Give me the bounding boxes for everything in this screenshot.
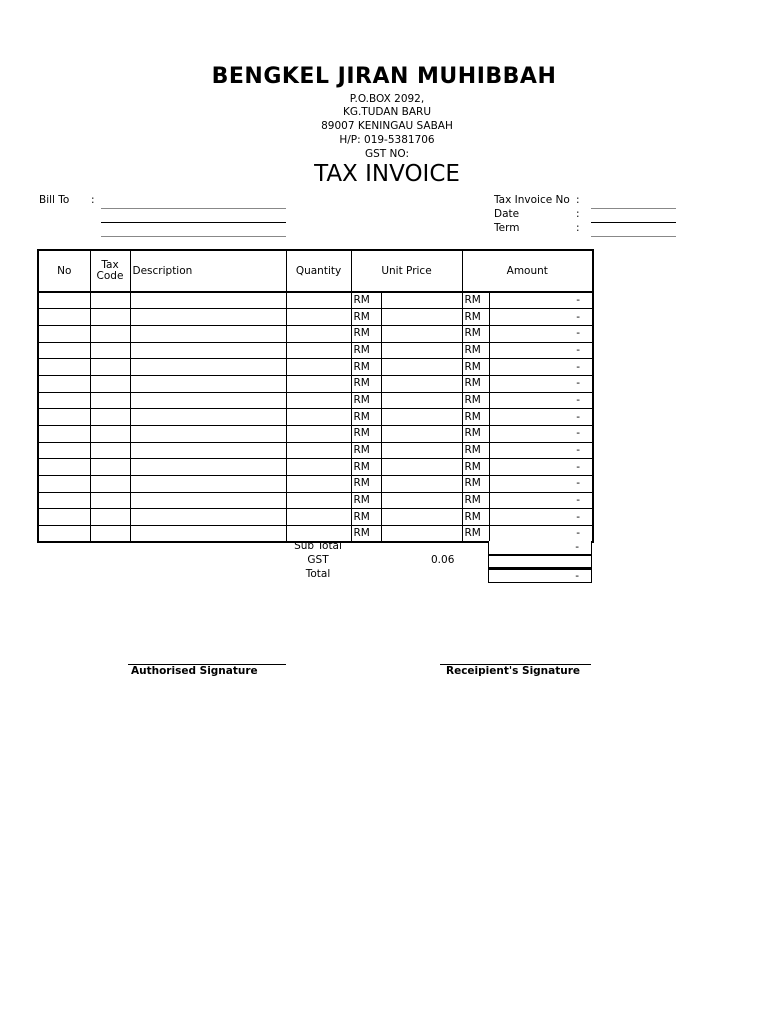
cell-unit-price-currency: RM <box>351 442 381 459</box>
table-row <box>38 476 593 493</box>
bill-to-line-2[interactable] <box>101 222 286 223</box>
col-quantity-header: Quantity <box>286 250 351 292</box>
cell-description[interactable] <box>130 359 286 376</box>
cell-description[interactable] <box>130 375 286 392</box>
cell-tax-code[interactable] <box>90 509 130 526</box>
cell-tax-code[interactable] <box>90 476 130 493</box>
cell-description[interactable] <box>130 442 286 459</box>
date-field[interactable] <box>591 222 676 223</box>
term-field[interactable] <box>591 236 676 237</box>
cell-unit-price-currency: RM <box>351 426 381 443</box>
cell-tax-code[interactable] <box>90 392 130 409</box>
gst-rate: 0.06 <box>431 554 455 566</box>
invoice-no-field[interactable] <box>591 208 676 209</box>
phone-line: H/P: 019-5381706 <box>339 134 435 146</box>
table-row <box>38 442 593 459</box>
cell-no[interactable] <box>38 359 90 376</box>
cell-amount-currency: RM <box>462 392 489 409</box>
cell-tax-code[interactable] <box>90 459 130 476</box>
bill-to-line-3[interactable] <box>101 236 286 237</box>
cell-unit-price-currency: RM <box>351 375 381 392</box>
cell-no[interactable] <box>38 409 90 426</box>
cell-amount: - <box>489 342 593 359</box>
cell-no[interactable] <box>38 309 90 326</box>
invoice-no-label: Tax Invoice No <box>494 194 570 206</box>
cell-amount: - <box>489 509 593 526</box>
cell-unit-price-currency: RM <box>351 392 381 409</box>
cell-quantity[interactable] <box>286 509 351 526</box>
cell-quantity[interactable] <box>286 492 351 509</box>
table-row <box>38 509 593 526</box>
cell-unit-price-currency: RM <box>351 492 381 509</box>
cell-unit-price[interactable] <box>381 325 462 342</box>
cell-amount: - <box>489 292 593 309</box>
cell-tax-code[interactable] <box>90 442 130 459</box>
cell-amount: - <box>489 375 593 392</box>
cell-quantity[interactable] <box>286 459 351 476</box>
cell-unit-price-currency: RM <box>351 476 381 493</box>
cell-quantity[interactable] <box>286 409 351 426</box>
cell-unit-price[interactable] <box>381 409 462 426</box>
cell-quantity[interactable] <box>286 325 351 342</box>
bill-to-label: Bill To <box>39 194 70 206</box>
cell-unit-price-currency: RM <box>351 359 381 376</box>
cell-no[interactable] <box>38 426 90 443</box>
cell-amount-currency: RM <box>462 459 489 476</box>
cell-description[interactable] <box>130 509 286 526</box>
address-line-3: 89007 KENINGAU SABAH <box>321 120 453 132</box>
col-unit-price-header: Unit Price <box>351 250 462 292</box>
cell-amount: - <box>489 476 593 493</box>
cell-amount-currency: RM <box>462 409 489 426</box>
bill-to-line-1[interactable] <box>101 208 286 209</box>
cell-amount: - <box>489 442 593 459</box>
cell-description[interactable] <box>130 492 286 509</box>
cell-unit-price[interactable] <box>381 375 462 392</box>
cell-quantity[interactable] <box>286 392 351 409</box>
table-row <box>38 426 593 443</box>
gst-label: GST <box>307 554 329 566</box>
cell-unit-price-currency: RM <box>351 325 381 342</box>
cell-quantity[interactable] <box>286 342 351 359</box>
cell-amount-currency: RM <box>462 442 489 459</box>
cell-no[interactable] <box>38 492 90 509</box>
gst-no-line: GST NO: <box>364 148 410 160</box>
cell-description[interactable] <box>130 409 286 426</box>
table-row <box>38 409 593 426</box>
cell-no[interactable] <box>38 392 90 409</box>
cell-tax-code[interactable] <box>90 325 130 342</box>
cell-amount-currency: RM <box>462 509 489 526</box>
table-row <box>38 459 593 476</box>
term-label: Term <box>494 222 520 234</box>
cell-tax-code[interactable] <box>90 526 130 543</box>
items-table <box>37 249 594 543</box>
table-row <box>38 359 593 376</box>
table-row <box>38 292 593 309</box>
total-label: Total <box>305 568 331 580</box>
cell-amount-currency: RM <box>462 526 489 543</box>
invoice-no-colon: : <box>576 194 580 206</box>
address-line-2: KG.TUDAN BARU <box>342 106 432 118</box>
cell-no[interactable] <box>38 526 90 543</box>
cell-tax-code[interactable] <box>90 292 130 309</box>
table-row <box>38 375 593 392</box>
date-colon: : <box>576 208 580 220</box>
cell-unit-price[interactable] <box>381 292 462 309</box>
cell-amount-currency: RM <box>462 359 489 376</box>
cell-tax-code[interactable] <box>90 409 130 426</box>
table-row <box>38 392 593 409</box>
cell-amount: - <box>489 426 593 443</box>
cell-unit-price[interactable] <box>381 342 462 359</box>
cell-quantity[interactable] <box>286 359 351 376</box>
document-title: TAX INVOICE <box>314 161 460 187</box>
term-colon: : <box>576 222 580 234</box>
cell-unit-price[interactable] <box>381 526 462 543</box>
cell-quantity[interactable] <box>286 442 351 459</box>
cell-unit-price-currency: RM <box>351 526 381 543</box>
cell-unit-price[interactable] <box>381 492 462 509</box>
col-tax-code-header <box>90 250 130 292</box>
subtotal-label: Sub Total <box>294 540 342 552</box>
cell-amount: - <box>489 392 593 409</box>
cell-description[interactable] <box>130 292 286 309</box>
cell-unit-price-currency: RM <box>351 409 381 426</box>
authorised-signature-label: Authorised Signature <box>131 665 258 677</box>
cell-no[interactable] <box>38 476 90 493</box>
cell-quantity[interactable] <box>286 292 351 309</box>
cell-no[interactable] <box>38 442 90 459</box>
tax-code-line-2: Code <box>96 270 124 282</box>
cell-unit-price-currency: RM <box>351 309 381 326</box>
cell-no[interactable] <box>38 375 90 392</box>
cell-amount: - <box>489 325 593 342</box>
tax-code-line-1: Tax <box>101 259 119 271</box>
cell-amount: - <box>489 459 593 476</box>
cell-amount: - <box>489 492 593 509</box>
cell-amount: - <box>489 526 593 543</box>
cell-no[interactable] <box>38 459 90 476</box>
cell-no[interactable] <box>38 325 90 342</box>
cell-unit-price[interactable] <box>381 509 462 526</box>
cell-description[interactable] <box>130 426 286 443</box>
total-value: - <box>488 569 592 583</box>
cell-amount-currency: RM <box>462 292 489 309</box>
cell-no[interactable] <box>38 292 90 309</box>
cell-no[interactable] <box>38 342 90 359</box>
cell-quantity[interactable] <box>286 375 351 392</box>
cell-description[interactable] <box>130 325 286 342</box>
cell-tax-code[interactable] <box>90 309 130 326</box>
cell-no[interactable] <box>38 509 90 526</box>
cell-unit-price[interactable] <box>381 459 462 476</box>
cell-unit-price[interactable] <box>381 359 462 376</box>
cell-quantity[interactable] <box>286 309 351 326</box>
cell-description[interactable] <box>130 309 286 326</box>
cell-unit-price[interactable] <box>381 476 462 493</box>
gst-value <box>488 555 592 569</box>
cell-description[interactable] <box>130 342 286 359</box>
subtotal-value: - <box>488 541 592 555</box>
company-name: BENGKEL JIRAN MUHIBBAH <box>211 64 557 89</box>
cell-tax-code[interactable] <box>90 342 130 359</box>
cell-tax-code[interactable] <box>90 375 130 392</box>
cell-unit-price-currency: RM <box>351 459 381 476</box>
cell-description[interactable] <box>130 459 286 476</box>
cell-unit-price[interactable] <box>381 442 462 459</box>
cell-tax-code[interactable] <box>90 492 130 509</box>
cell-description[interactable] <box>130 476 286 493</box>
cell-tax-code[interactable] <box>90 359 130 376</box>
col-description-header: Description <box>130 250 286 292</box>
cell-amount-currency: RM <box>462 426 489 443</box>
address-line-1: P.O.BOX 2092, <box>349 93 425 105</box>
cell-amount: - <box>489 409 593 426</box>
table-row <box>38 342 593 359</box>
cell-amount: - <box>489 309 593 326</box>
cell-amount-currency: RM <box>462 325 489 342</box>
cell-amount: - <box>489 359 593 376</box>
cell-amount-currency: RM <box>462 342 489 359</box>
cell-unit-price-currency: RM <box>351 509 381 526</box>
cell-quantity[interactable] <box>286 476 351 493</box>
cell-amount-currency: RM <box>462 309 489 326</box>
cell-unit-price[interactable] <box>381 426 462 443</box>
cell-description[interactable] <box>130 526 286 543</box>
table-row <box>38 309 593 326</box>
col-amount-header: Amount <box>462 250 593 292</box>
cell-amount-currency: RM <box>462 492 489 509</box>
cell-quantity[interactable] <box>286 426 351 443</box>
recipient-signature-label: Receipient's Signature <box>446 665 581 677</box>
col-no-header: No <box>38 250 90 292</box>
bill-to-colon: : <box>91 194 95 206</box>
cell-unit-price-currency: RM <box>351 342 381 359</box>
date-label: Date <box>494 208 520 220</box>
cell-amount-currency: RM <box>462 375 489 392</box>
table-row <box>38 325 593 342</box>
cell-tax-code[interactable] <box>90 426 130 443</box>
cell-unit-price[interactable] <box>381 392 462 409</box>
cell-unit-price-currency: RM <box>351 292 381 309</box>
table-row <box>38 492 593 509</box>
cell-unit-price[interactable] <box>381 309 462 326</box>
cell-description[interactable] <box>130 392 286 409</box>
table-header-row <box>38 250 593 292</box>
cell-amount-currency: RM <box>462 476 489 493</box>
